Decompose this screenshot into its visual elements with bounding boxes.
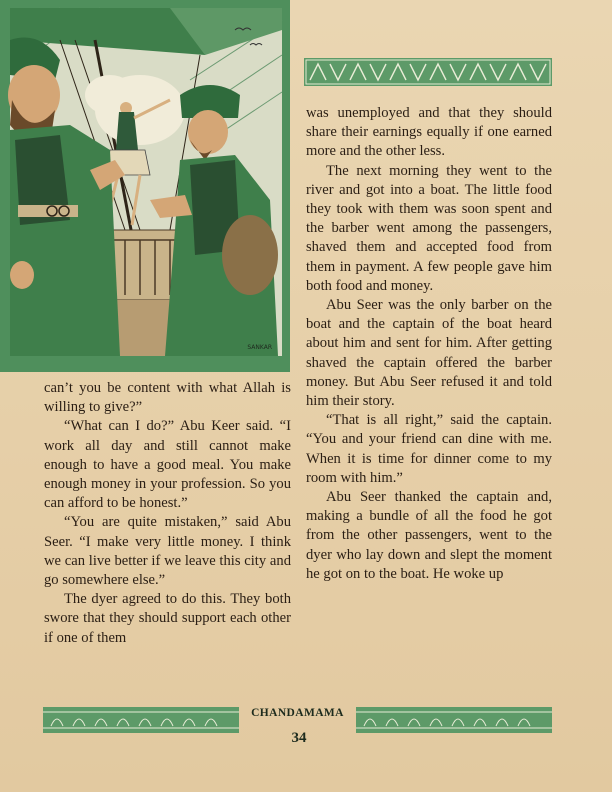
left-text-column [44, 379, 291, 648]
paragraph: “What can I do?” Abu Keer said. “I work all day and still cannot make enough to have a good meal. You make enough money in your profession. So you can afford to be honest.” [44, 418, 291, 512]
decorative-banner [304, 58, 552, 86]
illustrator-signature: SANKAR [247, 344, 272, 351]
page-number: 34 [291, 730, 307, 746]
paragraph: “That is all right,” said the captain. “You and your friend can dine with me. When it is time for dinner come to my room with him.” [306, 412, 552, 486]
paragraph: Abu Seer was the only barber on the boat and the captain of the boat heard about him and sent for him. After getting shaved the captain offered the barber money. But Abu Seer refused it and told him their story. [306, 297, 552, 410]
magazine-title: CHANDAMAMA [251, 707, 344, 719]
footer-ornament-right [356, 707, 552, 733]
right-text-column [306, 104, 552, 584]
paragraph: “You are quite mistaken,” said Abu Seer. “I make very little money. I think we can live better if we leave this city and go somewhere else.” [44, 514, 291, 589]
paragraph: Abu Seer thanked the captain and, making a bundle of all the food he got from the other passengers, went to the dyer who lay down and slept the moment he got on to the boat. He woke up [306, 489, 552, 582]
story-illustration [0, 0, 290, 372]
paragraph: can’t you be content with what Allah is willing to give?” [44, 380, 291, 416]
paragraph: The next morning they went to the river and got into a boat. The little food they took with them was soon spent and the barber went among the passengers, shaved them and accepted food from them in payment. A few people gave him both food and money. [306, 162, 552, 294]
footer-ornament-left [43, 707, 239, 733]
paragraph: was unemployed and that they should share their earnings equally if one earned more and the other less. [306, 105, 552, 160]
paragraph: The dyer agreed to do this. They both swore that they should support each other if one of them [44, 591, 291, 646]
